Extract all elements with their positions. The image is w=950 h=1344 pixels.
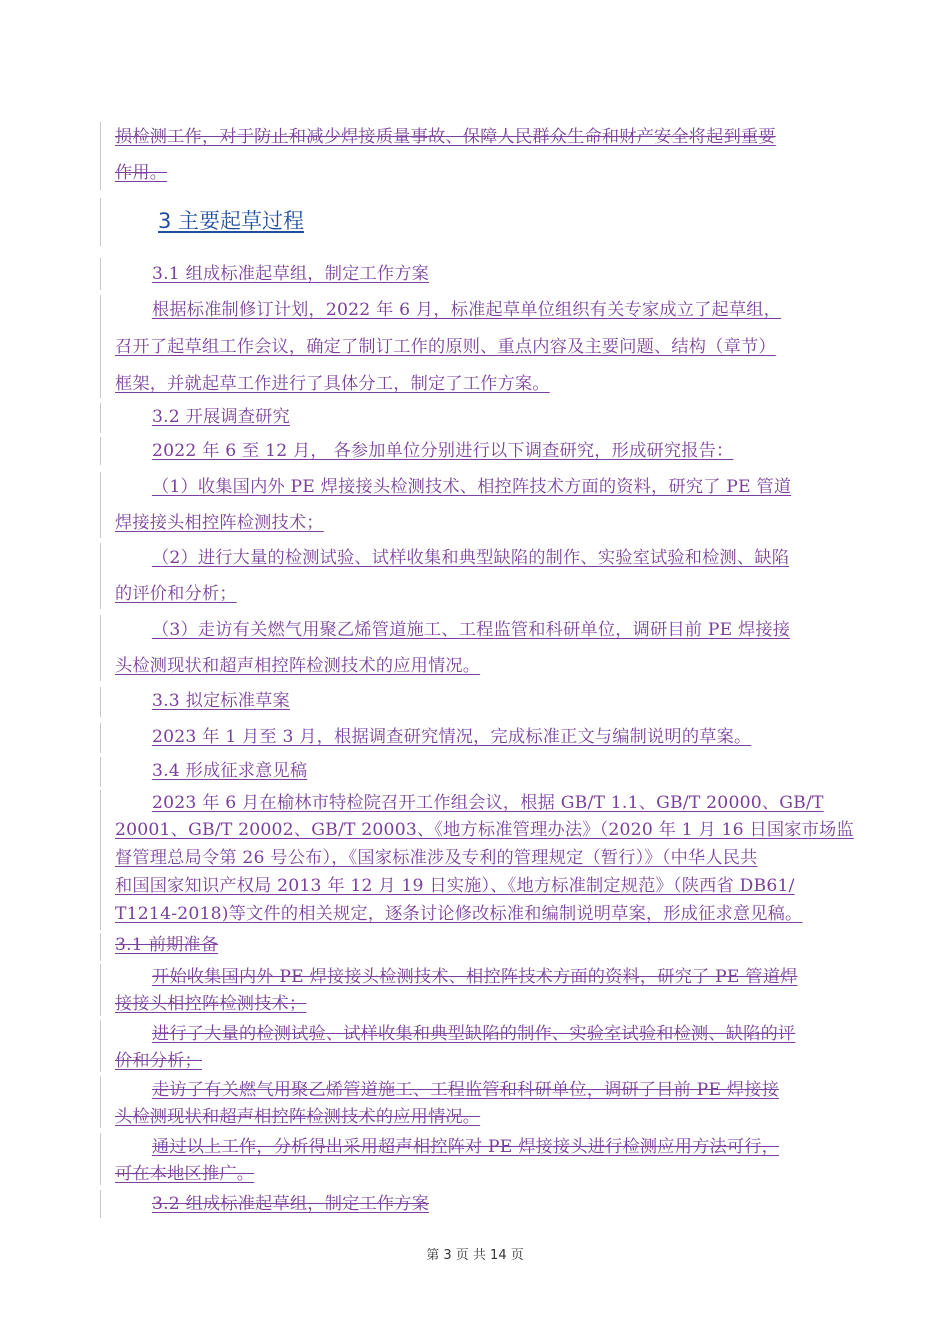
subsection-title: 3.4 形成征求意见稿 xyxy=(152,761,308,781)
list-item-text: （3）走访有关燃气用聚乙烯管道施工、工程监管和科研单位，调研目前 PE 焊接接 xyxy=(152,620,791,640)
list-item-text: 焊接接头相控阵检测技术； xyxy=(115,513,324,533)
section-heading: 3 主要起草过程 xyxy=(158,209,305,233)
inserted-text-line: 和国国家知识产权局 2013 年 12 月 19 日实施）、《地方标准制定规范》（陕西省 DB61/ xyxy=(115,876,795,896)
inserted-text-line: 框架，并就起草工作进行了具体分工，制定了工作方案。 xyxy=(115,374,550,394)
inserted-text-line: 2023 年 1 月至 3 月，根据调查研究情况，完成标准正文与编制说明的草案。 xyxy=(152,727,752,747)
change-bar xyxy=(100,198,101,246)
deleted-subsection-title: 3.2 组成标准起草组，制定工作方案 xyxy=(152,1194,430,1214)
change-bar xyxy=(100,687,101,717)
inserted-text-line: 20001、GB/T 20002、GB/T 20003、《地方标准管理办法》（2020 年 1 月 16 日国家市场监 xyxy=(115,820,854,840)
deleted-text-line: 通过以上工作，分析得出采用超声相控阵对 PE 焊接接头进行检测应用方法可行， xyxy=(152,1137,780,1157)
deleted-subsection-title: 3.1 前期准备 xyxy=(115,935,219,955)
change-bar xyxy=(100,757,101,787)
inserted-text-line: 根据标准制修订计划，2022 年 6 月，标准起草单位组织有关专家成立了起草组， xyxy=(152,300,782,320)
change-bar xyxy=(100,723,101,753)
change-bar xyxy=(100,543,101,609)
change-bar xyxy=(100,295,101,398)
change-bar xyxy=(100,790,101,930)
change-bar xyxy=(100,122,101,190)
subsection-title: 3.1 组成标准起草组，制定工作方案 xyxy=(152,264,430,284)
subsection-title: 3.2 开展调查研究 xyxy=(152,407,290,427)
deleted-text-line: 损检测工作，对于防止和减少焊接质量事故、保障人民群众生命和财产安全将起到重要 xyxy=(115,127,776,147)
deleted-text-line: 走访了有关燃气用聚乙烯管道施工、工程监管和科研单位，调研了目前 PE 焊接接 xyxy=(152,1080,780,1100)
deleted-text-line: 价和分析； xyxy=(115,1051,202,1071)
change-bar xyxy=(100,964,101,1016)
list-item-text: 头检测现状和超声相控阵检测技术的应用情况。 xyxy=(115,656,481,676)
list-item-text: 的评价和分析； xyxy=(115,584,237,604)
change-bar xyxy=(100,1076,101,1128)
list-item-text: （1）收集国内外 PE 焊接接头检测技术、相控阵技术方面的资料，研究了 PE 管道 xyxy=(152,477,792,497)
page-number-footer: 第 3 页 共 14 页 xyxy=(426,1248,524,1263)
change-bar xyxy=(100,403,101,433)
inserted-text-line: 督管理总局令第 26 号公布），《国家标准涉及专利的管理规定（暂行）》（中华人民共 xyxy=(115,848,758,868)
change-bar xyxy=(100,933,101,961)
deleted-text-line: 作用。 xyxy=(115,163,168,183)
deleted-text-line: 接接头相控阵检测技术； xyxy=(115,994,307,1014)
deleted-text-line: 进行了大量的检测试验、试样收集和典型缺陷的制作、实验室试验和检测、缺陷的评 xyxy=(152,1024,796,1044)
list-item-text: （2）进行大量的检测试验、试样收集和典型缺陷的制作、实验室试验和检测、缺陷 xyxy=(152,548,790,568)
inserted-text-line: T1214-2018)等文件的相关规定，逐条讨论修改标准和编制说明草案，形成征求意见稿。 xyxy=(115,904,803,924)
deleted-text-line: 开始收集国内外 PE 焊接接头检测技术、相控阵技术方面的资料，研究了 PE 管道焊 xyxy=(152,967,798,987)
deleted-text-line: 可在本地区推广。 xyxy=(115,1164,255,1184)
change-bar xyxy=(100,472,101,538)
inserted-text-line: 2023 年 6 月在榆林市特检院召开工作组会议，根据 GB/T 1.1、GB/T 20000、GB/T xyxy=(152,793,824,813)
inserted-text-line: 2022 年 6 至 12 月， 各参加单位分别进行以下调查研究，形成研究报告： xyxy=(152,441,734,461)
change-bar xyxy=(100,1190,101,1218)
change-bar xyxy=(100,615,101,681)
change-bar xyxy=(100,1020,101,1072)
deleted-text-line: 头检测现状和超声相控阵检测技术的应用情况。 xyxy=(115,1107,481,1127)
inserted-text-line: 召开了起草组工作会议，确定了制订工作的原则、重点内容及主要问题、结构（章节） xyxy=(115,337,776,357)
change-bar xyxy=(100,1133,101,1185)
change-bar xyxy=(100,437,101,465)
subsection-title: 3.3 拟定标准草案 xyxy=(152,691,290,711)
change-bar xyxy=(100,258,101,290)
